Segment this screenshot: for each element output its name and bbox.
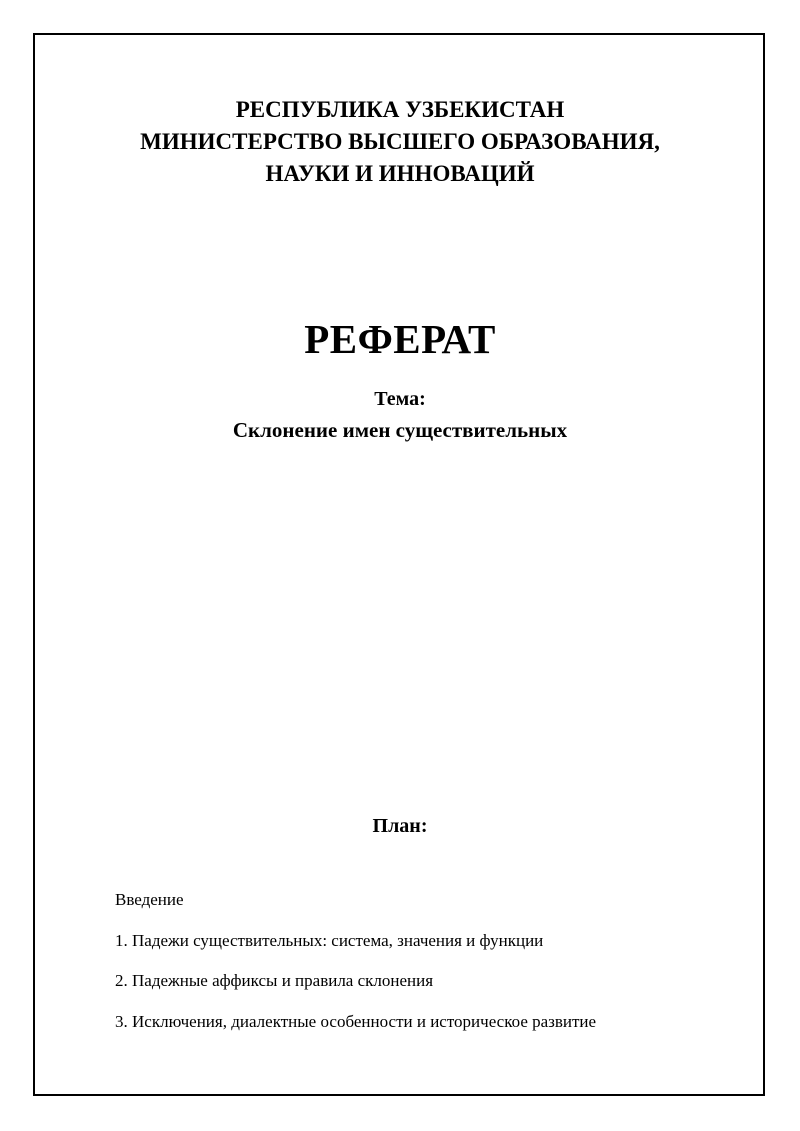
plan-item-1: 1. Падежи существительных: система, значения и функции	[115, 930, 544, 950]
institution-header	[0, 94, 800, 190]
plan-item-3: 3. Исключения, диалектные особенности и историческое развитие	[115, 1011, 597, 1031]
plan-heading: План:	[372, 815, 428, 837]
topic-label: Тема:	[374, 388, 426, 410]
document-title: РЕФЕРАТ	[304, 316, 496, 362]
plan-item-introduction: Введение	[115, 890, 184, 909]
header-country: РЕСПУБЛИКА УЗБЕКИСТАН	[235, 97, 565, 122]
plan-list	[115, 887, 740, 1049]
topic-value: Склонение имен существительных	[232, 418, 568, 442]
header-ministry: МИНИСТЕРСТВО ВЫСШЕГО ОБРАЗОВАНИЯ,	[140, 129, 660, 154]
plan-item-2: 2. Падежные аффиксы и правила склонения	[115, 971, 434, 990]
header-ministry-continued: НАУКИ И ИННОВАЦИЙ	[265, 161, 535, 186]
